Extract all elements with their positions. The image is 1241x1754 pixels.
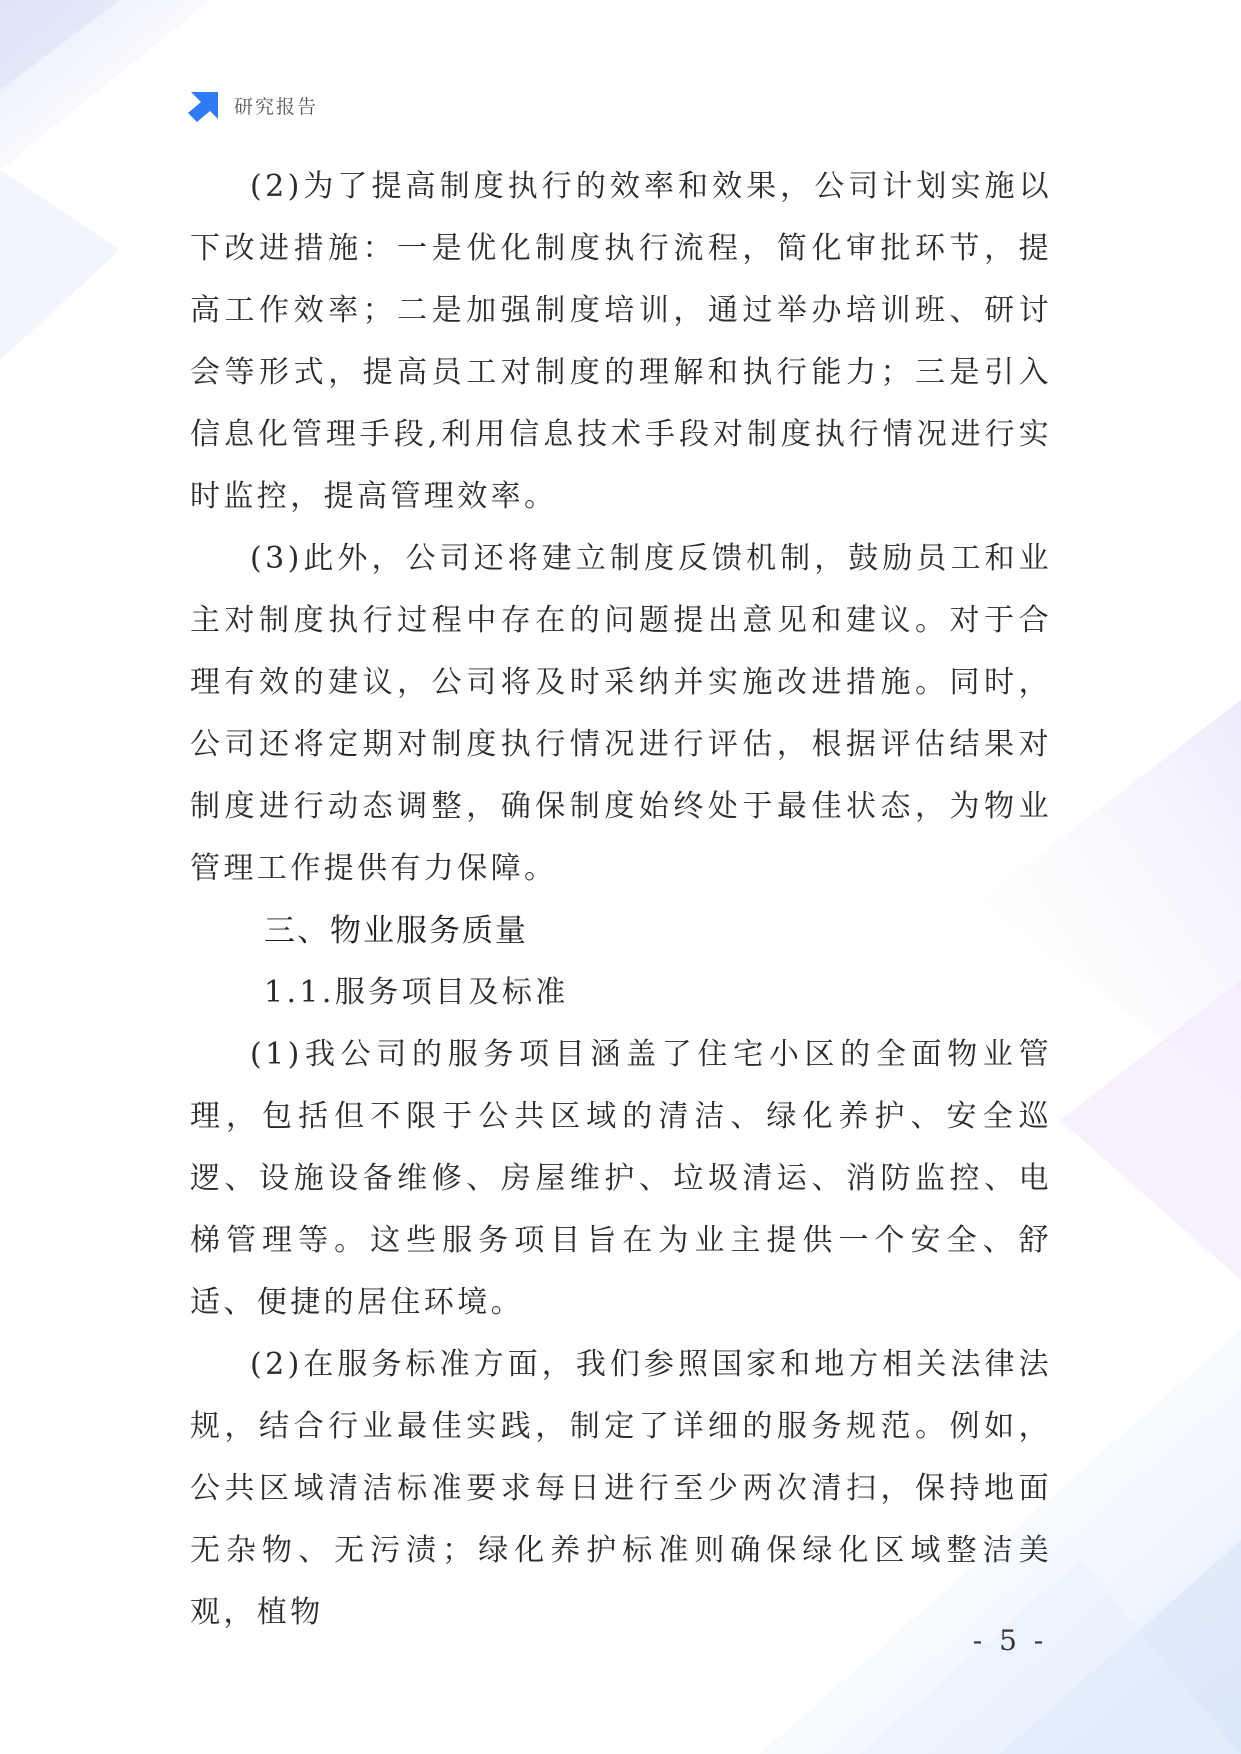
section-subheading: 1.1.服务项目及标准 (264, 975, 569, 1010)
body-paragraph: (2)在服务标准方面，我们参照国家和地方相关法律法规，结合行业最佳实践，制定了详细的服务规范。例如，公共区域清洁标准要求每日进行至少两次清扫，保持地面无杂物、无污渍；绿化养护标准则确保绿化区域整洁美观，植物 (190, 1347, 1052, 1630)
report-header (188, 88, 318, 122)
body-paragraph: (1)我公司的服务项目涵盖了住宅小区的全面物业管理，包括但不限于公共区域的清洁、绿化养护、安全巡逻、设施设备维修、房屋维护、垃圾清运、消防监控、电梯管理等。这些服务项目旨在为业主提供一个安全、舒适、便捷的居住环境。 (190, 1037, 1052, 1320)
arrow-up-right-icon (188, 88, 222, 122)
body-paragraph: (2)为了提高制度执行的效率和效果，公司计划实施以下改进措施：一是优化制度执行流程，简化审批环节，提高工作效率；二是加强制度培训，通过举办培训班、研讨会等形式，提高员工对制度的理解和执行能力；三是引入信息化管理手段,利用信息技术手段对制度执行情况进行实时监控，提高管理效率。 (190, 169, 1052, 514)
body-paragraph: (3)此外，公司还将建立制度反馈机制，鼓励员工和业主对制度执行过程中存在的问题提出意见和建议。对于合理有效的建议，公司将及时采纳并实施改进措施。同时，公司还将定期对制度执行情况进行评估，根据评估结果对制度进行动态调整，确保制度始终处于最佳状态，为物业管理工作提供有力保障。 (190, 541, 1052, 886)
report-label: 研究报告 (234, 95, 319, 118)
section-heading: 三、物业服务质量 (264, 913, 528, 949)
document-body (190, 156, 1052, 1644)
page-number: - 5 - (972, 1624, 1048, 1657)
